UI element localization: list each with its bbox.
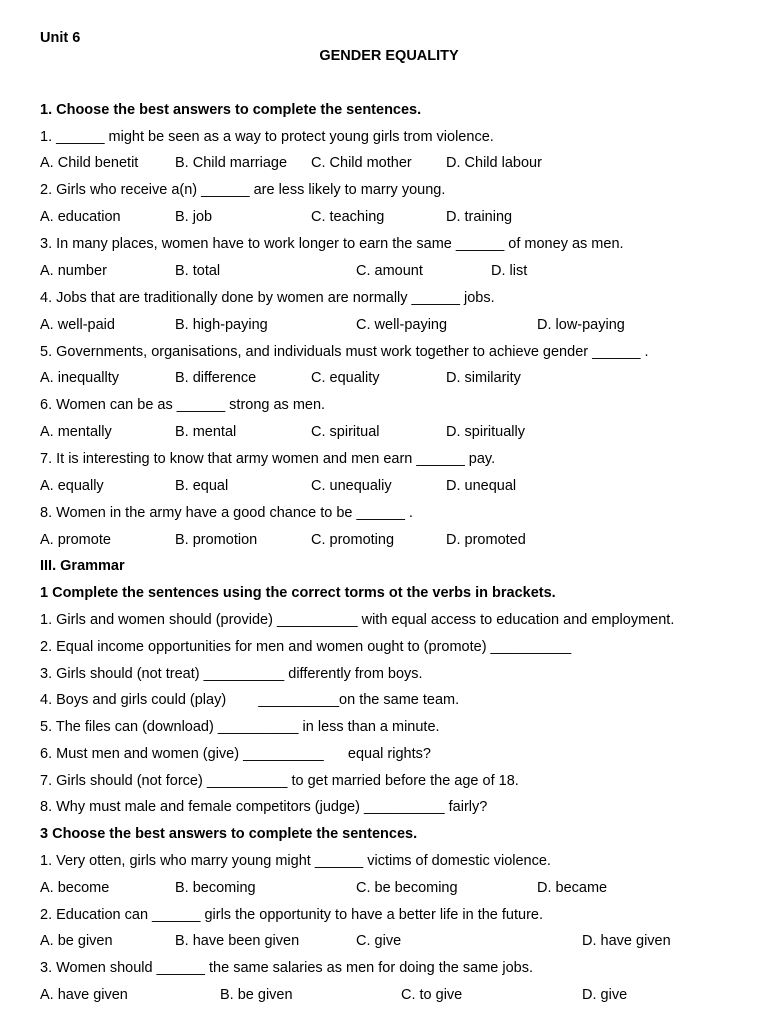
question-text: 4. Jobs that are traditionally done by women are normally ______ jobs. — [40, 290, 495, 306]
question-text: 8. Women in the army have a good chance to be ______ . — [40, 505, 413, 521]
question-text: 6. Women can be as ______ strong as men. — [40, 397, 326, 413]
unit-label: Unit 6 — [40, 30, 81, 46]
grammar-item: 1. Girls and women should (provide) __________ with equal access to education and employment. — [40, 612, 675, 628]
option-b: B. difference — [175, 370, 257, 386]
option-a: A. be given — [40, 933, 113, 949]
option-a: A. equally — [40, 478, 104, 494]
option-b: B. mental — [175, 424, 237, 440]
option-d: D. became — [537, 880, 608, 896]
option-c: C. well-paying — [356, 317, 448, 333]
option-c: C. amount — [356, 263, 423, 279]
grammar-item: 5. The files can (download) __________ in less than a minute. — [40, 719, 440, 735]
grammar-item: 6. Must men and women (give) __________ equal rights? — [40, 746, 431, 762]
grammar-heading: III. Grammar — [40, 558, 125, 574]
option-c: C. unequaliy — [311, 478, 392, 494]
option-b: B. have been given — [175, 933, 300, 949]
question-text: 5. Governments, organisations, and individuals must work together to achieve gender ______ . — [40, 344, 649, 360]
option-b: B. Child marriage — [175, 155, 288, 171]
question-text: 2. Education can ______ girls the opportunity to have a better life in the future. — [40, 907, 543, 923]
section1-heading: 1. Choose the best answers to complete the sentences. — [40, 102, 422, 118]
option-a: A. Child benetit — [40, 155, 139, 171]
option-b: B. becoming — [175, 880, 256, 896]
option-c: C. equality — [311, 370, 380, 386]
option-a: A. have given — [40, 987, 128, 1003]
option-a: A. inequallty — [40, 370, 119, 386]
question-text: 7. It is interesting to know that army women and men earn ______ pay. — [40, 451, 496, 467]
question-text: 1. ______ might be seen as a way to protect young girls trom violence. — [40, 129, 494, 145]
option-b: B. job — [175, 209, 213, 225]
option-d: D. training — [446, 209, 513, 225]
question-text: 3. Women should ______ the same salaries as men for doing the same jobs. — [40, 960, 534, 976]
grammar-item: 8. Why must male and female competitors (judge) __________ fairly? — [40, 799, 488, 815]
option-c: C. teaching — [311, 209, 385, 225]
option-d: D. low-paying — [537, 317, 625, 333]
option-d: D. spiritually — [446, 424, 525, 440]
option-a: A. mentally — [40, 424, 112, 440]
grammar-subheading: 1 Complete the sentences using the correct torms ot the verbs in brackets. — [40, 585, 556, 601]
option-c: C. be becoming — [356, 880, 458, 896]
page-title: GENDER EQUALITY — [319, 48, 459, 64]
option-c: C. Child mother — [311, 155, 412, 171]
option-c: C. promoting — [311, 532, 395, 548]
option-a: A. promote — [40, 532, 111, 548]
question-text: 2. Girls who receive a(n) ______ are less likely to marry young. — [40, 182, 446, 198]
option-c: C. give — [356, 933, 402, 949]
option-b: B. high-paying — [175, 317, 268, 333]
option-d: D. have given — [582, 933, 671, 949]
grammar-item: 2. Equal income opportunities for men and women ought to (promote) __________ — [40, 639, 572, 655]
option-d: D. promoted — [446, 532, 526, 548]
option-b: B. equal — [175, 478, 229, 494]
grammar-item: 3. Girls should (not treat) __________ differently from boys. — [40, 666, 423, 682]
option-d: D. list — [491, 263, 528, 279]
option-d: D. give — [582, 987, 628, 1003]
question-text: 1. Very otten, girls who marry young might ______ victims of domestic violence. — [40, 853, 551, 869]
option-a: A. become — [40, 880, 110, 896]
option-c: C. to give — [401, 987, 463, 1003]
option-a: A. number — [40, 263, 107, 279]
option-b: B. be given — [220, 987, 293, 1003]
option-b: B. total — [175, 263, 221, 279]
grammar-item: 7. Girls should (not force) __________ to get married before the age of 18. — [40, 773, 519, 789]
option-d: D. Child labour — [446, 155, 542, 171]
option-a: A. well-paid — [40, 317, 115, 333]
question-text: 3. In many places, women have to work longer to earn the same ______ of money as men. — [40, 236, 624, 252]
option-d: D. unequal — [446, 478, 517, 494]
option-a: A. education — [40, 209, 121, 225]
option-d: D. similarity — [446, 370, 521, 386]
section3-heading: 3 Choose the best answers to complete the sentences. — [40, 826, 418, 842]
option-c: C. spiritual — [311, 424, 380, 440]
option-b: B. promotion — [175, 532, 258, 548]
grammar-item: 4. Boys and girls could (play) __________on the same team. — [40, 692, 460, 708]
